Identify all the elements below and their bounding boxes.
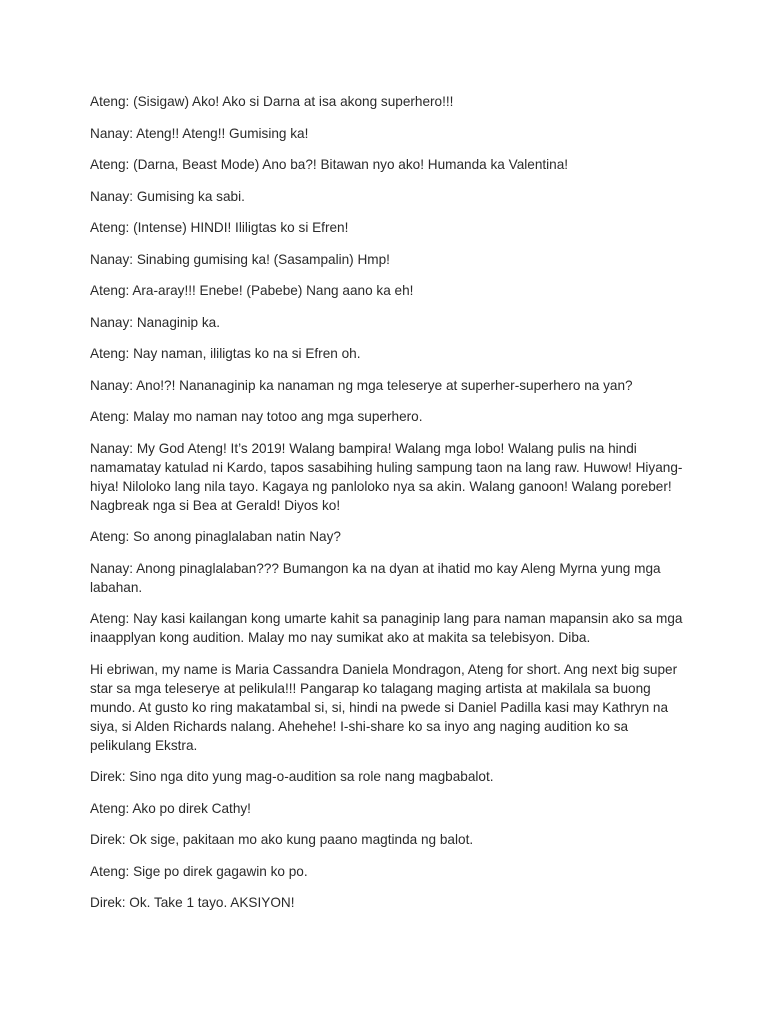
dialogue-line: Ateng: (Darna, Beast Mode) Ano ba?! Bitawan nyo ako! Humanda ka Valentina! bbox=[90, 157, 569, 172]
dialogue-line: Ateng: Malay mo naman nay totoo ang mga superhero. bbox=[90, 409, 423, 424]
dialogue-line: Direk: Sino nga dito yung mag-o-audition sa role nang magbabalot. bbox=[90, 769, 494, 784]
dialogue-line: Ateng: (Intense) HINDI! Ililigtas ko si Efren! bbox=[90, 220, 349, 235]
dialogue-line: Nanay: Nanaginip ka. bbox=[90, 314, 220, 330]
dialogue-line: Ateng: Ara-aray!!! Enebe! (Pabebe) Nang aano ka eh! bbox=[90, 283, 414, 298]
dialogue-line: Ateng: Nay kasi kailangan kong umarte kahit sa panaginip lang para naman mapansin ako sa mga inaapplyan kong audition. Malay mo nay sumikat ako at makita sa telebisyon. Diba. bbox=[90, 611, 683, 645]
dialogue-line: Ateng: Sige po direk gagawin ko po. bbox=[90, 863, 308, 879]
dialogue-line: Direk: Ok sige, pakitaan mo ako kung paano magtinda ng balot. bbox=[90, 832, 474, 847]
dialogue-line: Direk: Ok. Take 1 tayo. AKSIYON! bbox=[90, 895, 295, 910]
dialogue-line: Nanay: Sinabing gumising ka! (Sasampalin) Hmp! bbox=[90, 251, 390, 267]
dialogue-line: Ateng: (Sisigaw) Ako! Ako si Darna at isa akong superhero!!! bbox=[90, 94, 454, 109]
dialogue-line: Ateng: Nay naman, ililigtas ko na si Efren oh. bbox=[90, 346, 361, 361]
dialogue-line: Ateng: So anong pinaglalaban natin Nay? bbox=[90, 529, 341, 544]
dialogue-line: Nanay: Ateng!! Ateng!! Gumising ka! bbox=[90, 125, 309, 141]
dialogue-line: Nanay: Gumising ka sabi. bbox=[90, 188, 245, 204]
narration-paragraph: Hi ebriwan, my name is Maria Cassandra Daniela Mondragon, Ateng for short. Ang next big super star sa mga teleserye at pelikula!!! Pangarap ko talagang maging artista at makilala sa buong mundo. At gusto ko ring makatambal si, si, hindi na pwede si Daniel Padilla kasi may Kathryn na siya, si Alden Richards nalang. Ahehehe! I-shi-share ko sa inyo ang naging audition ko sa pelikulang Ekstra. bbox=[90, 661, 678, 753]
dialogue-line: Nanay: Anong pinaglalaban??? Bumangon ka na dyan at ihatid mo kay Aleng Myrna yung mga labahan. bbox=[90, 560, 661, 595]
dialogue-line: Nanay: My God Ateng! It’s 2019! Walang bampira! Walang mga lobo! Walang pulis na hindi namamatay katulad ni Kardo, tapos sasabihing huling sampung taon na lang raw. Huwow! Hiyang-hiya! Niloloko lang nila tayo. Kagaya ng panloloko nya sa akin. Walang ganoon! Walang poreber! Nagbreak nga si Bea at Gerald! Diyos ko! bbox=[90, 440, 683, 513]
document-page bbox=[90, 92, 690, 925]
dialogue-line: Ateng: Ako po direk Cathy! bbox=[90, 800, 251, 816]
dialogue-line: Nanay: Ano!?! Nananaginip ka nanaman ng mga teleserye at superher-superhero na yan? bbox=[90, 377, 633, 393]
